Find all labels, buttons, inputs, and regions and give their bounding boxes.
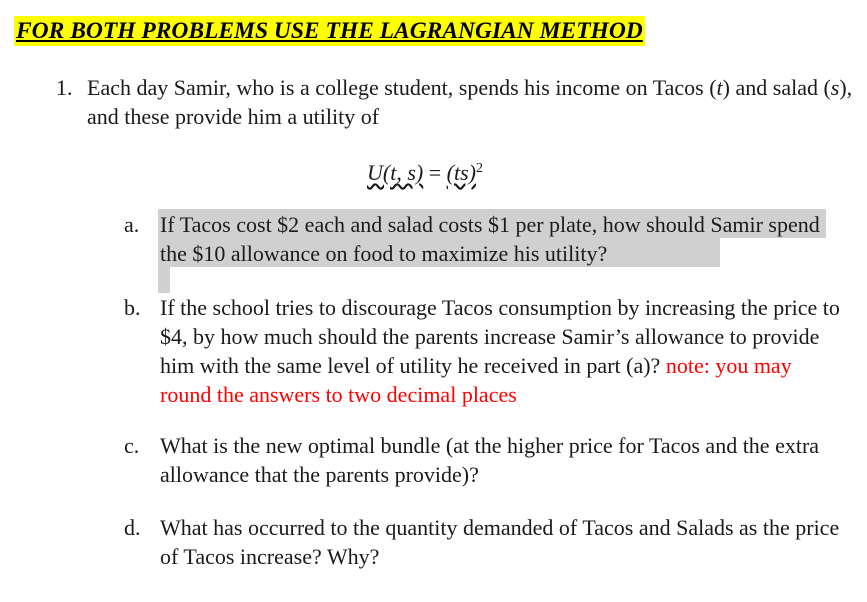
question-number: 1. [56,75,73,100]
item-c-label: c. [124,433,140,458]
item-d-text: What has occurred to the quantity demanded of Tacos and Salads as the price of Tacos increase? Why? [160,515,840,569]
item-a-label: a. [124,212,140,237]
item-b-text [160,293,840,409]
item-b-label: b. [124,295,141,320]
intro-text-3: ), and these provide him a utility of [87,75,853,129]
formula-lhs: U(t, s) [367,160,424,185]
problem-banner: FOR BOTH PROBLEMS USE THE LAGRANGIAN METHOD [16,18,643,44]
item-a-text: If Tacos cost $2 each and salad costs $1 per plate, how should Samir spend the $10 allowance on food to maximize his utility? [160,212,820,266]
utility-formula [367,154,483,187]
formula-exponent: 2 [475,161,483,176]
variable-t: t [716,75,723,100]
item-c-text: What is the new optimal bundle (at the higher price for Tacos and the extra allowance that the parents provide)? [160,433,820,487]
intro-text-1: Each day Samir, who is a college student, spends his income on Tacos ( [87,75,717,100]
item-b-note: note: you may round the answers to two decimal places [160,353,792,407]
item-b-body: If the school tries to discourage Tacos consumption by increasing the price to $4, by how much should the parents increase Samir’s allowance to provide him with the same level of utility he received in part (a)? [160,295,840,378]
formula-rhs: (ts) [446,160,476,185]
question-intro [87,73,857,131]
formula-equals: = [423,160,447,185]
item-d-label: d. [124,515,141,540]
intro-text-2: ) and salad ( [722,75,831,100]
variable-s: s [830,75,840,100]
highlight-line-3 [158,267,170,293]
